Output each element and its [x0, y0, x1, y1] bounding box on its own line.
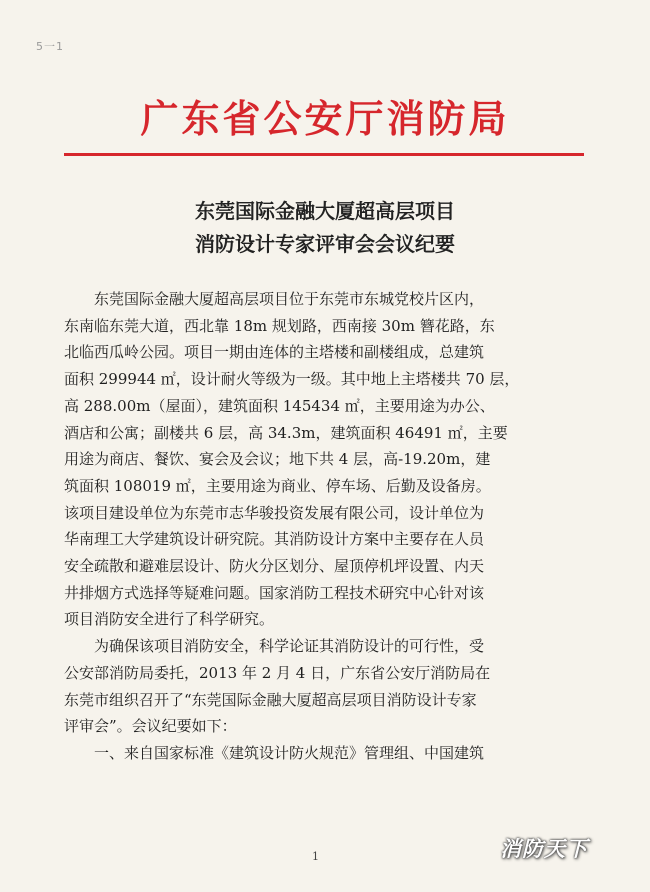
page-number: 1 — [312, 850, 319, 863]
body-line: 筑面积 108019 ㎡，主要用途为商业、停车场、后勤及设备房。 — [64, 476, 491, 495]
handwritten-corner-mark: 5一1 — [36, 40, 64, 53]
document-title-line-2: 消防设计专家评审会会议纪要 — [195, 232, 455, 256]
body-line: 安全疏散和避难层设计、防火分区划分、屋顶停机坪设置、内天 — [64, 557, 485, 576]
body-line: 为确保该项目消防安全，科学论证其消防设计的可行性，受 — [64, 637, 485, 656]
body-line: 高 288.00m（屋面），建筑面积 145434 ㎡，主要用途为办公、 — [64, 396, 495, 415]
body-line: 公安部消防局委托，2013 年 2 月 4 日，广东省公安厅消防局在 — [64, 663, 491, 682]
body-line: 一、来自国家标准《建筑设计防火规范》管理组、中国建筑 — [64, 743, 485, 762]
agency-header: 广东省公安厅消防局 — [140, 96, 510, 141]
body-line: 用途为商店、餐饮、宴会及会议；地下共 4 层，高-19.20m，建 — [64, 450, 491, 469]
watermark-logo: 消防天下 — [500, 837, 588, 861]
body-line: 酒店和公寓；副楼共 6 层，高 34.3m，建筑面积 46491 ㎡，主要 — [64, 423, 508, 442]
body-line: 北临西瓜岭公园。项目一期由连体的主塔楼和副楼组成，总建筑 — [64, 343, 485, 362]
body-line: 华南理工大学建筑设计研究院。其消防设计方案中主要存在人员 — [64, 530, 485, 549]
body-line: 项目消防安全进行了科学研究。 — [64, 610, 275, 629]
body-line: 东莞国际金融大厦超高层项目位于东莞市东城党校片区内， — [64, 290, 485, 308]
red-divider-rule — [64, 153, 584, 156]
body-text — [64, 286, 564, 767]
body-line: 评审会”。会议纪要如下： — [64, 717, 237, 736]
body-line: 东莞市组织召开了“东莞国际金融大厦超高层项目消防设计专家 — [64, 690, 477, 709]
body-line: 面积 299944 ㎡，设计耐火等级为一级。其中地上主塔楼共 70 层， — [64, 370, 520, 389]
document-title-line-1: 东莞国际金融大厦超高层项目 — [195, 199, 455, 223]
body-line: 东南临东莞大道，西北靠 18m 规划路，西南接 30m 簪花路，东 — [64, 316, 495, 335]
body-line: 该项目建设单位为东莞市志华骏投资发展有限公司，设计单位为 — [64, 503, 485, 522]
body-line: 井排烟方式选择等疑难问题。国家消防工程技术研究中心针对该 — [64, 583, 485, 602]
